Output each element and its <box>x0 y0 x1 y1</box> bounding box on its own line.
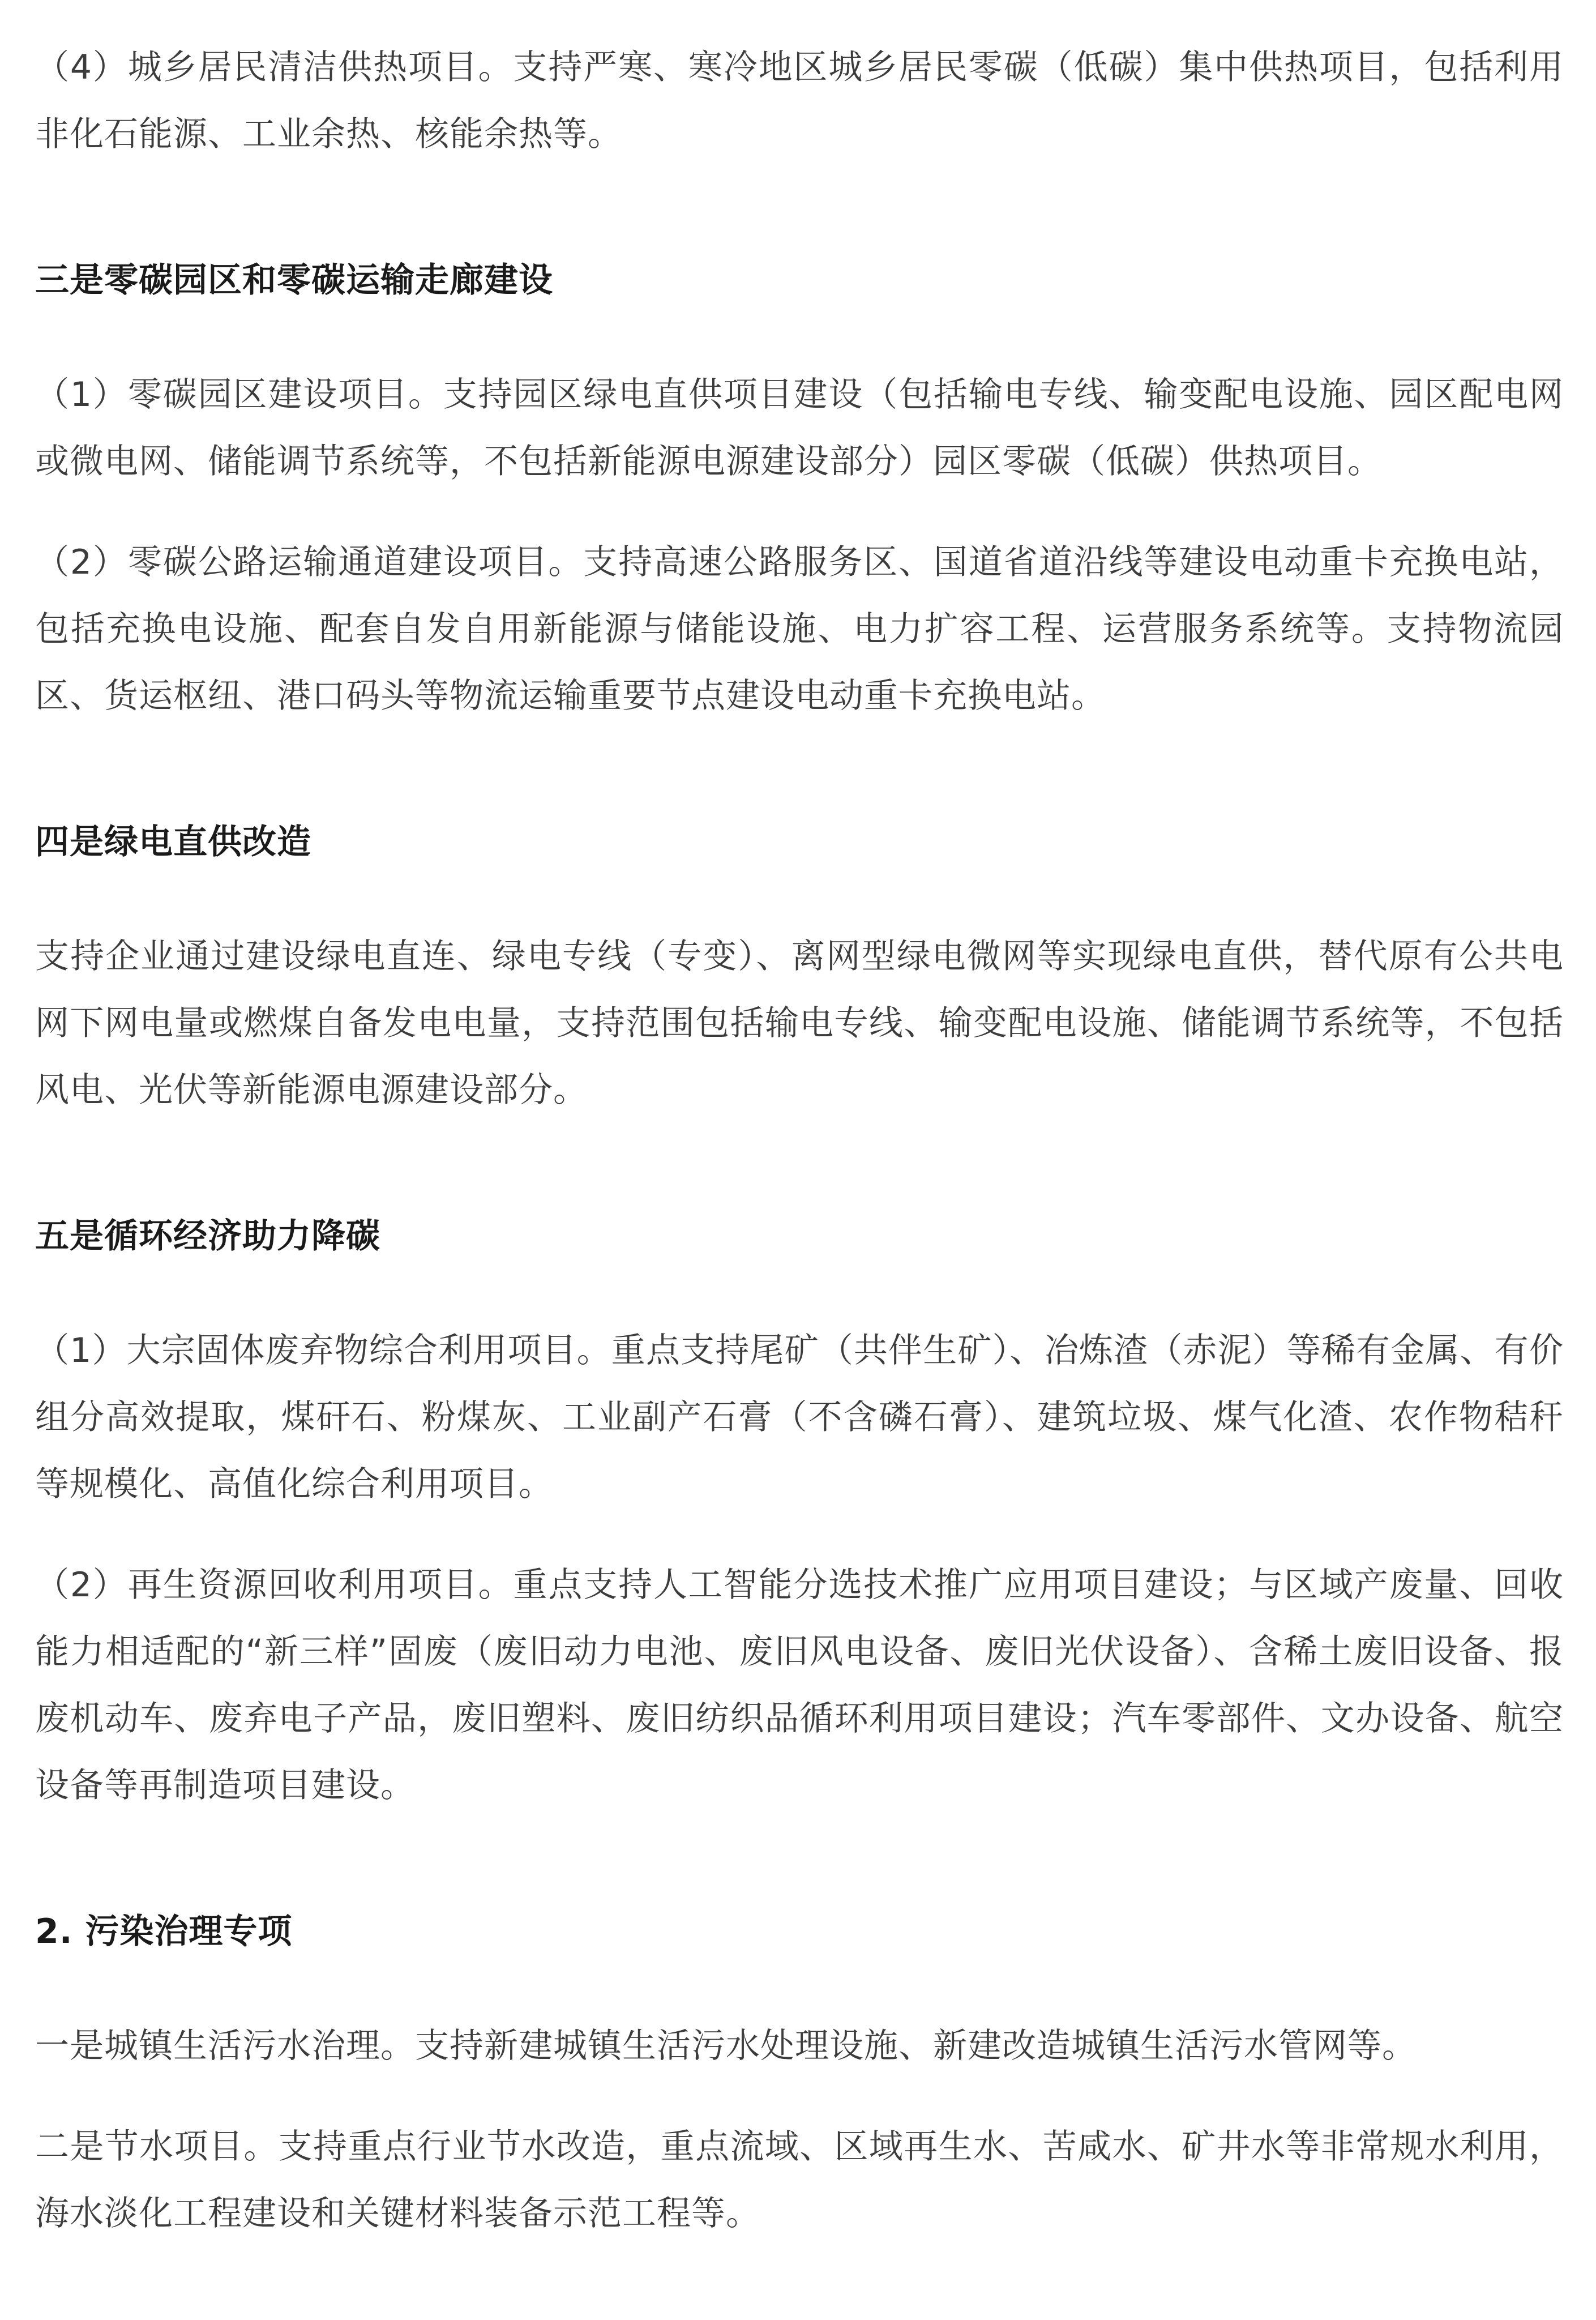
paragraph-zero-carbon-highway: （2）零碳公路运输通道建设项目。支持高速公路服务区、国道省道沿线等建设电动重卡充换电站，包括充换电设施、配套自发自用新能源与储能设施、电力扩容工程、运营服务系统等。支持物流园区、货运枢纽、港口码头等物流运输重要节点建设电动重卡充换电站。 <box>35 542 1564 716</box>
paragraph-green-power: 支持企业通过建设绿电直连、绿电专线（专变）、离网型绿电微网等实现绿电直供，替代原有公共电网下网电量或燃煤自备发电电量，支持范围包括输电专线、输变配电设施、储能调节系统等，不包括风电、光伏等新能源电源建设部分。 <box>35 937 1564 1110</box>
spacer <box>35 729 1564 809</box>
spacer <box>35 168 1564 247</box>
spacer <box>35 495 1564 529</box>
section-heading-green-power: 四是绿电直供改造 <box>35 822 311 862</box>
spacer <box>35 1518 1564 1552</box>
paragraph-water-saving: 二是节水项目。支持重点行业节水改造，重点流域、区域再生水、苦咸水、矿井水等非常规水利用，海水淡化工程建设和关键材料装备示范工程等。 <box>35 2127 1564 2233</box>
spacer <box>35 875 1564 923</box>
spacer <box>35 1819 1564 1898</box>
paragraph-recycling: （2）再生资源回收利用项目。重点支持人工智能分选技术推广应用项目建设；与区域产废量、回收能力相适配的“新三样”固废（废旧动力电池、废旧风电设备、废旧光伏设备）、含稀土废旧设备、报废机动车、废弃电子产品，废旧塑料、废旧纺织品循环利用项目建设；汽车零部件、文办设备、航空设备等再制造项目建设。 <box>35 1565 1564 1805</box>
spacer <box>35 1123 1564 1203</box>
spacer <box>35 1965 1564 2013</box>
section-heading-circular-economy: 五是循环经济助力降碳 <box>35 1216 380 1256</box>
spacer <box>35 1270 1564 1317</box>
section-heading-zero-carbon-park: 三是零碳园区和零碳运输走廊建设 <box>35 260 553 300</box>
article-body <box>35 34 1564 2247</box>
section-heading-pollution-control: 2. 污染治理专项 <box>35 1912 293 1951</box>
paragraph-urban-sewage: 一是城镇生活污水治理。支持新建城镇生活污水处理设施、新建改造城镇生活污水管网等。 <box>35 2026 1417 2066</box>
spacer <box>35 314 1564 361</box>
paragraph-zero-carbon-park: （1）零碳园区建设项目。支持园区绿电直供项目建设（包括输电专线、输变配电设施、园区配电网或微电网、储能调节系统等，不包括新能源电源建设部分）园区零碳（低碳）供热项目。 <box>35 375 1564 481</box>
paragraph-clean-heating: （4）城乡居民清洁供热项目。支持严寒、寒冷地区城乡居民零碳（低碳）集中供热项目，包括利用非化石能源、工业余热、核能余热等。 <box>35 48 1564 154</box>
paragraph-solid-waste: （1）大宗固体废弃物综合利用项目。重点支持尾矿（共伴生矿）、冶炼渣（赤泥）等稀有金属、有价组分高效提取，煤矸石、粉煤灰、工业副产石膏（不含磷石膏）、建筑垃圾、煤气化渣、农作物秸秆等规模化、高值化综合利用项目。 <box>35 1331 1564 1504</box>
spacer <box>35 2079 1564 2113</box>
